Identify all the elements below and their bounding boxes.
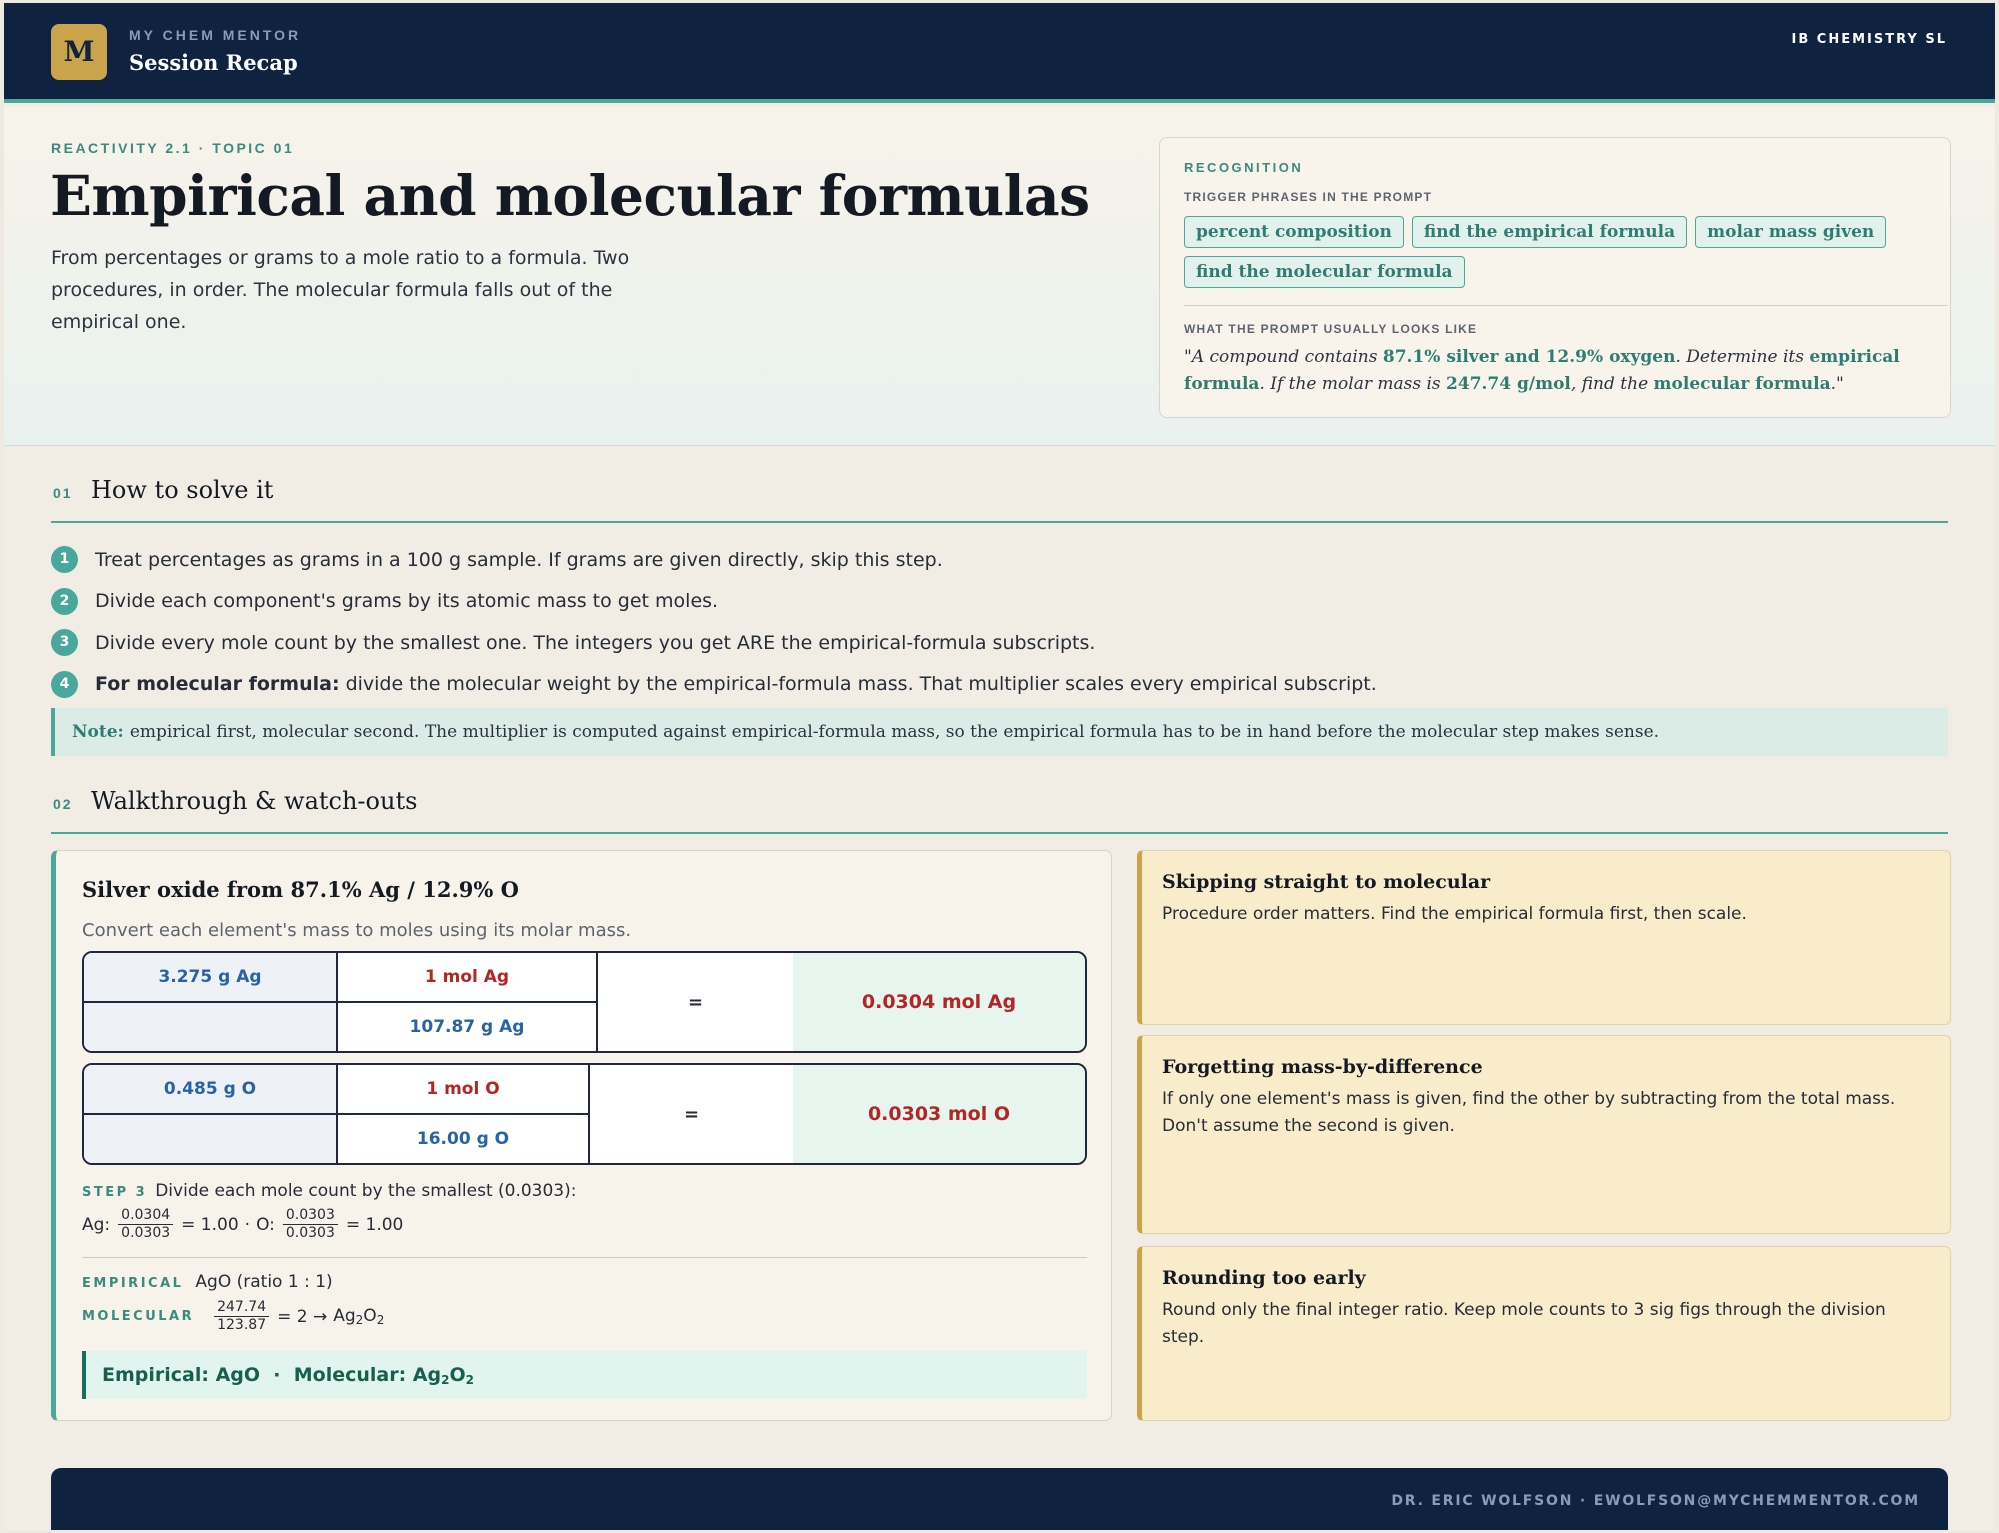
note-text: empirical first, molecular second. The multiplier is computed against empirical-formula mass, so the empirical formula has to be in hand before the molecular step makes sense. — [129, 722, 1660, 742]
given-column — [84, 953, 338, 1051]
trigger-phrases-label: TRIGGER PHRASES IN THE PROMPT — [1184, 190, 1433, 204]
watchout-card — [1137, 1246, 1951, 1421]
molecular-formula: $Ag_2O_2$ — [333, 1306, 385, 1327]
conversion-table-ag — [82, 951, 1087, 1053]
divider — [1184, 305, 1948, 306]
conversion-numerator: 1 mol Ag — [338, 953, 596, 1003]
footer-bar — [51, 1468, 1948, 1530]
empirical-result — [82, 1272, 333, 1292]
step-number-badge: 3 — [51, 629, 78, 656]
watchout-card — [1137, 1035, 1951, 1234]
final-answer: Empirical: AgO · Molecular: $Ag_2O_2$ — [82, 1351, 1087, 1399]
conversion-table-o — [82, 1063, 1087, 1165]
step-bold-lead: For molecular formula: — [95, 673, 340, 696]
ratio-ag-label: Ag: — [82, 1214, 111, 1235]
conversion-denominator: 107.87 g Ag — [409, 1017, 525, 1037]
empirical-label: EMPIRICAL — [82, 1276, 184, 1291]
watchout-body: Procedure order matters. Find the empirical formula first, then scale. — [1162, 904, 1747, 924]
step-text: Treat percentages as grams in a 100 g sample. If grams are given directly, skip this step. — [95, 548, 943, 571]
equals-sign: = — [687, 991, 704, 1013]
ratio-o-fraction: $\frac{0.0303}{0.0303}$ — [283, 1207, 338, 1242]
given-empty-cell — [84, 1115, 336, 1163]
course-label: IB CHEMISTRY SL — [1791, 32, 1947, 47]
trigger-chip: molar mass given — [1695, 216, 1886, 248]
trigger-chips — [1184, 216, 1924, 288]
molecular-label: MOLECULAR — [82, 1309, 195, 1324]
step-text: divide the molecular weight by the empirical-formula mass. That multiplier scales every empirical subscript. — [345, 673, 1377, 696]
step-item — [51, 581, 1941, 623]
conversion-factor — [338, 953, 598, 1051]
watchout-title: Rounding too early — [1162, 1267, 1366, 1289]
section-header-walkthrough — [51, 780, 1948, 834]
topic-eyebrow: REACTIVITY 2.1 · TOPIC 01 — [51, 140, 295, 156]
step-number-badge: 4 — [51, 671, 78, 698]
divider — [82, 1257, 1087, 1258]
molecular-multiplier: = 2 → — [277, 1306, 328, 1327]
page-title: Empirical and molecular formulas — [50, 163, 1090, 228]
note-label: Note: — [72, 722, 124, 742]
given-value: 3.275 g Ag — [84, 953, 336, 1003]
ratio-separator: · — [244, 1214, 251, 1235]
prompt-example-label: WHAT THE PROMPT USUALLY LOOKS LIKE — [1184, 322, 1478, 336]
watchout-title: Skipping straight to molecular — [1162, 871, 1491, 893]
step3-text: Divide each mole count by the smallest (0.0303): — [155, 1181, 577, 1201]
procedure-note — [51, 708, 1948, 756]
given-value: 0.485 g O — [84, 1065, 336, 1115]
trigger-chip: percent composition — [1184, 216, 1404, 248]
prompt-example: "A compound contains 87.1% silver and 12.9% oxygen. Determine its empirical formula. If the molar mass is 247.74 g/mol, find the molecular formula." — [1184, 347, 1900, 394]
page — [4, 3, 1995, 1530]
step-item — [51, 539, 1941, 581]
equals-sign: = — [683, 1103, 700, 1125]
page-subtitle: Session Recap — [129, 50, 298, 75]
section-title: Walkthrough & watch-outs — [91, 787, 418, 815]
mole-result: 0.0303 mol O — [793, 1065, 1085, 1163]
given-empty-cell — [84, 1003, 336, 1051]
trigger-chip: find the molecular formula — [1184, 256, 1465, 288]
section-header-how-to-solve — [51, 469, 1948, 523]
step-text: Divide every mole count by the smallest one. The integers you get ARE the empirical-formula subscripts. — [95, 631, 1096, 654]
top-bar — [4, 3, 1995, 103]
step-item — [51, 622, 1941, 664]
step-text: Divide each component's grams by its atomic mass to get moles. — [95, 590, 719, 613]
ratio-o-result: = 1.00 — [345, 1214, 404, 1235]
page-description: From percentages or grams to a mole ratio to a formula. Two procedures, in order. The molecular formula falls out of the empirical one. — [51, 247, 630, 333]
walkthrough-title: Silver oxide from 87.1% Ag / 12.9% O — [82, 877, 519, 902]
step3-label: STEP 3 — [82, 1185, 148, 1200]
walkthrough-card — [51, 850, 1112, 1421]
watchout-card — [1137, 850, 1951, 1025]
trigger-chip: find the empirical formula — [1412, 216, 1687, 248]
section-number: 02 — [53, 796, 73, 812]
molecular-fraction: $\frac{247.74}{123.87}$ — [214, 1299, 269, 1334]
walkthrough-subtitle: Convert each element's mass to moles using its molar mass. — [82, 920, 632, 941]
step-item — [51, 664, 1941, 706]
mole-result: 0.0304 mol Ag — [793, 953, 1085, 1051]
logo: M — [51, 24, 107, 80]
ratio-o-label: O: — [256, 1214, 275, 1235]
given-column — [84, 1065, 338, 1163]
ratio-ag-fraction: $\frac{0.0304}{0.0303}$ — [118, 1207, 173, 1242]
section-number: 01 — [53, 485, 73, 501]
brand-name: MY CHEM MENTOR — [129, 27, 302, 43]
recognition-label: RECOGNITION — [1184, 160, 1304, 175]
watchout-body: Round only the final integer ratio. Keep mole counts to 3 sig figs through the division step. — [1162, 1300, 1886, 1347]
molecular-result — [82, 1299, 384, 1334]
step3-instruction — [82, 1181, 576, 1201]
empirical-text: AgO (ratio 1 : 1) — [195, 1272, 333, 1292]
ratio-ag-result: = 1.00 — [181, 1214, 239, 1235]
solution-steps — [51, 539, 1941, 705]
footer-contact: DR. ERIC WOLFSON · EWOLFSON@MYCHEMMENTOR.COM — [1391, 1493, 1920, 1509]
step-number-badge: 1 — [51, 546, 78, 573]
section-title: How to solve it — [91, 476, 274, 504]
conversion-denominator: 16.00 g O — [416, 1129, 510, 1149]
conversion-factor — [338, 1065, 590, 1163]
step-number-badge: 2 — [51, 588, 78, 615]
mole-ratio-calculation — [82, 1207, 403, 1242]
conversion-numerator: 1 mol O — [338, 1065, 588, 1115]
watchout-title: Forgetting mass-by-difference — [1162, 1056, 1483, 1078]
hero — [4, 107, 1995, 446]
watchout-body: If only one element's mass is given, find the other by subtracting from the total mass. Don't assume the second is given. — [1162, 1089, 1896, 1136]
recognition-card — [1159, 137, 1951, 418]
